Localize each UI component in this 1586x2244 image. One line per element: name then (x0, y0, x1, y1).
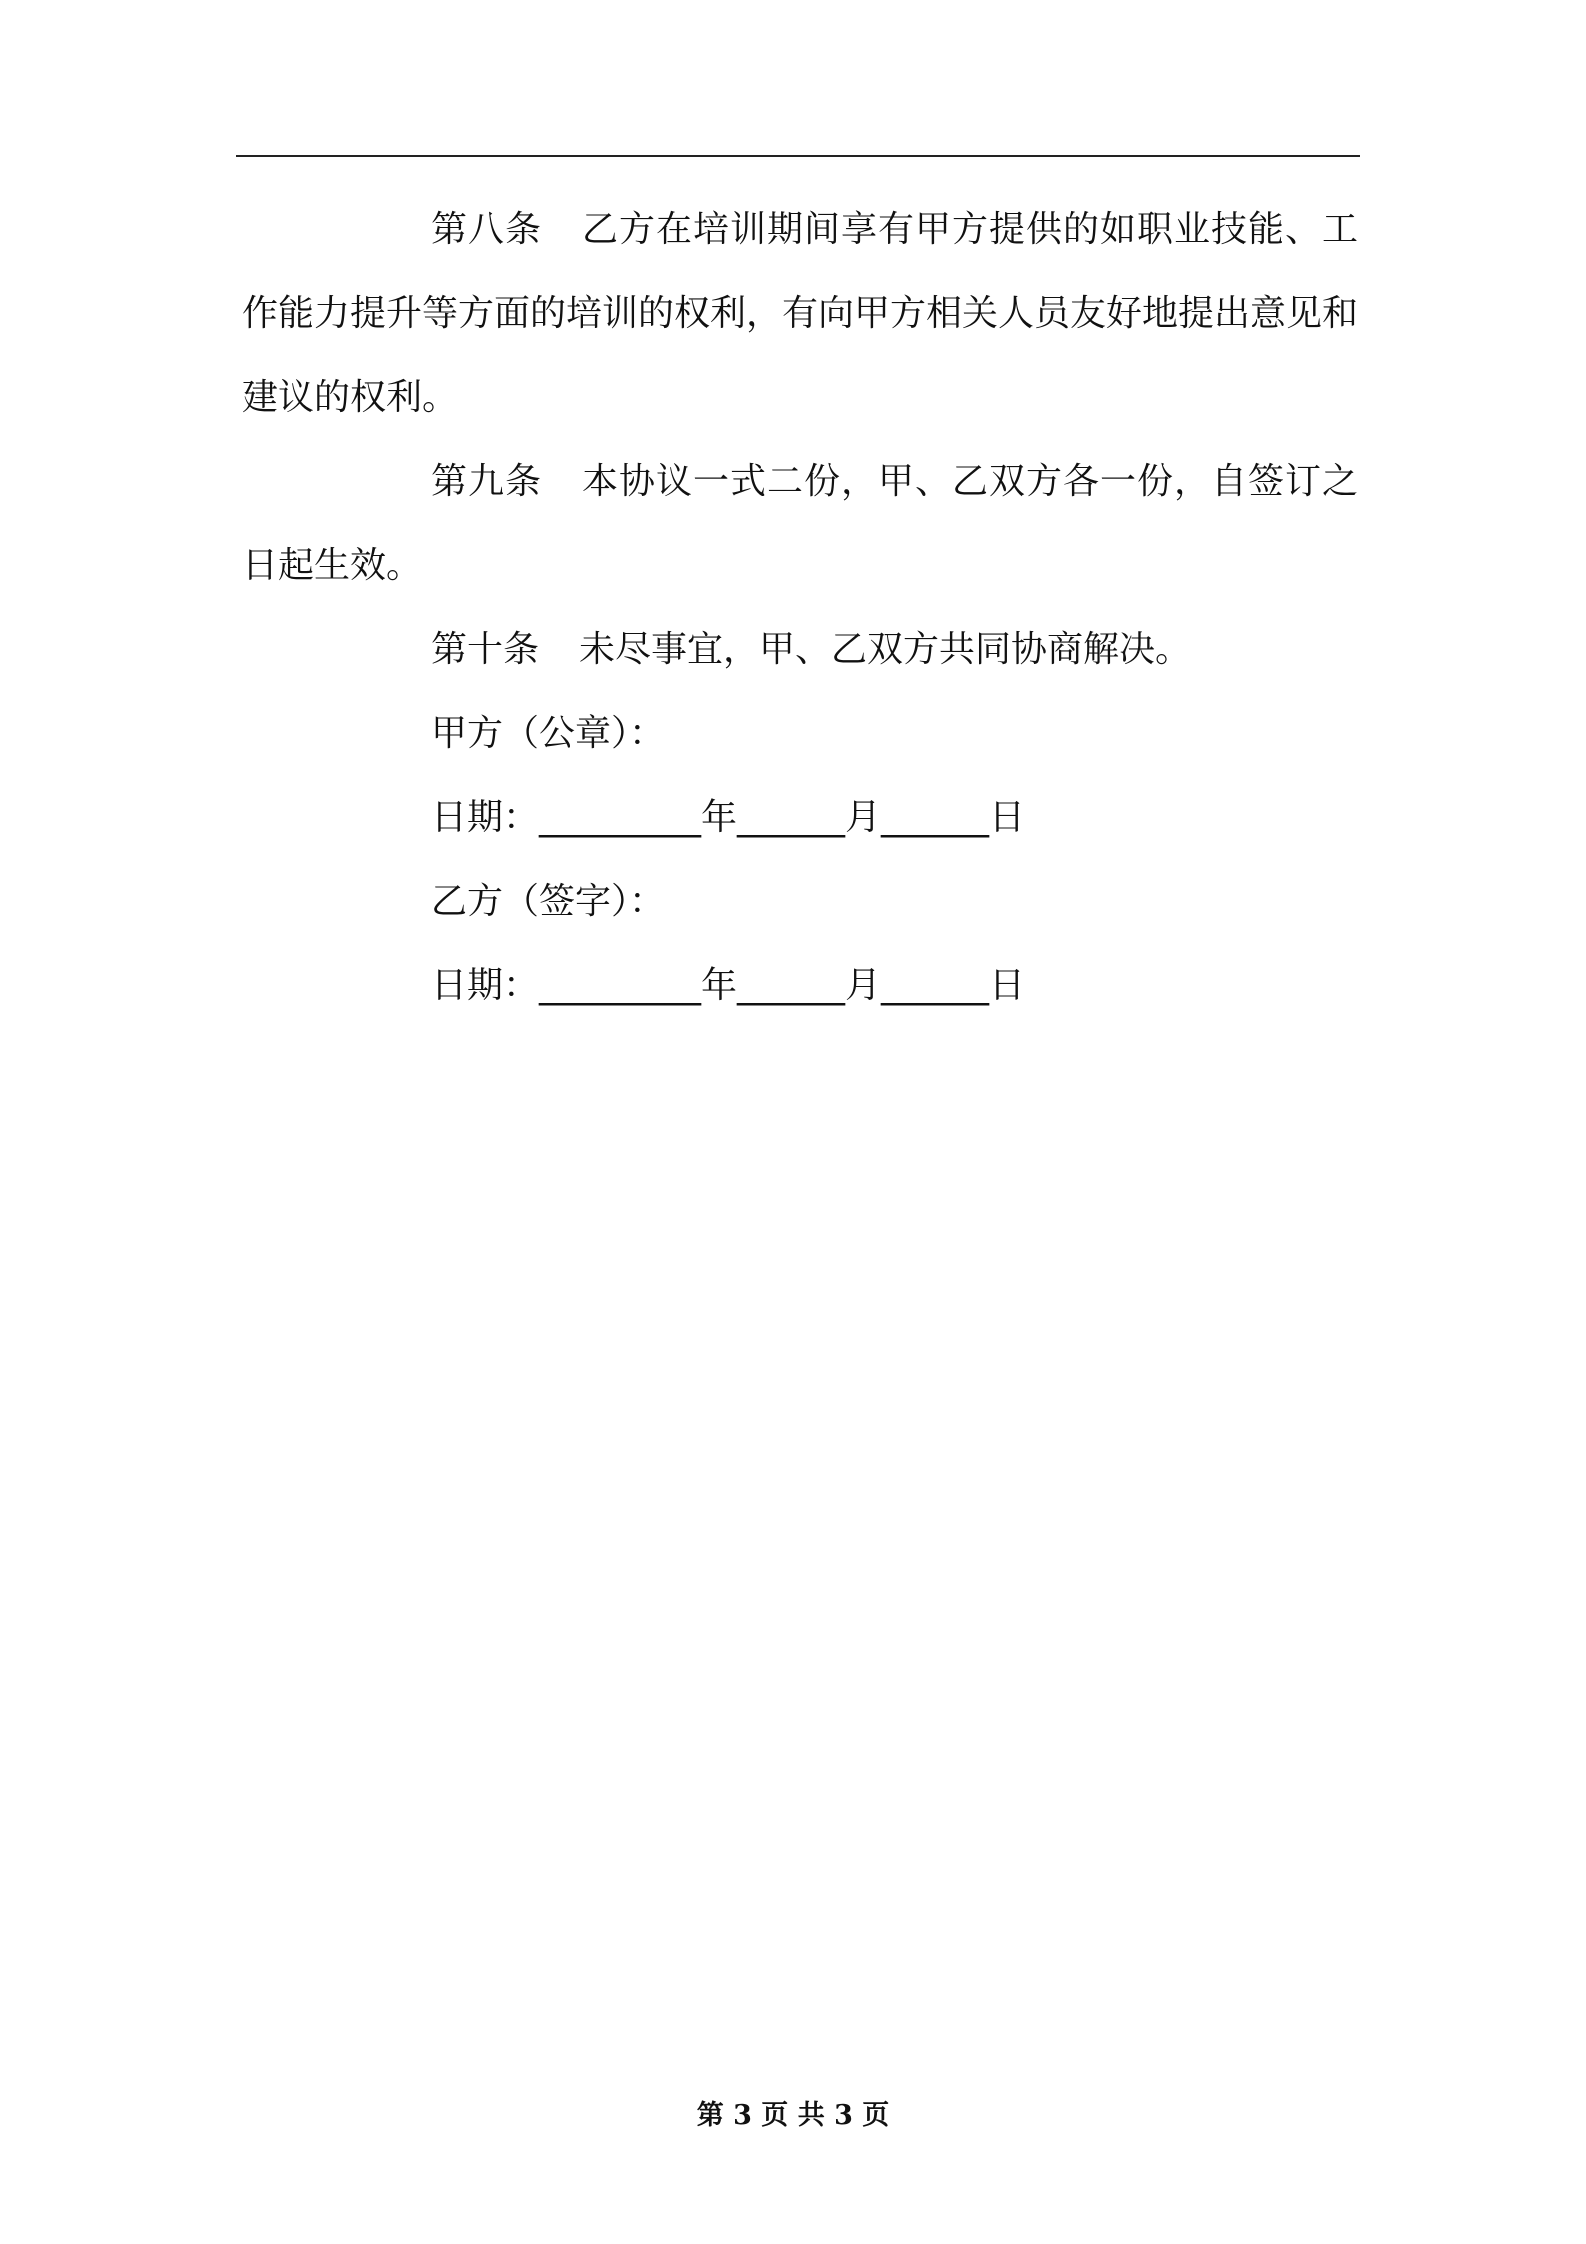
article-text: 未尽事宜，甲、乙双方共同协商解决。 (579, 629, 1192, 670)
party-b-signature-line: 乙方（签字）： (431, 881, 666, 922)
page-number: 第 3 页 共 3 页 (696, 2100, 890, 2131)
page-footer (0, 2096, 1586, 2136)
article-10 (242, 608, 1358, 692)
article-text: 本协议一式二份，甲、乙双方各一份，自签订之日起生效。 (242, 461, 1358, 586)
party-a-seal-line: 甲方（公章）： (431, 713, 666, 754)
article-8 (242, 188, 1358, 440)
article-label: 第九条 (431, 461, 542, 502)
article-label: 第十条 (431, 629, 540, 670)
party-b-date-line: 日期：_________年______月______日 (431, 965, 1026, 1006)
article-text: 乙方在培训期间享有甲方提供的如职业技能、工作能力提升等方面的培训的权利，有向甲方相关人员友好地提出意见和建议的权利。 (242, 209, 1359, 418)
article-9 (242, 440, 1358, 608)
article-label: 第八条 (431, 209, 542, 250)
document-body (242, 188, 1358, 1028)
party-a-date-line: 日期：_________年______月______日 (431, 797, 1026, 838)
header-rule (236, 155, 1360, 157)
